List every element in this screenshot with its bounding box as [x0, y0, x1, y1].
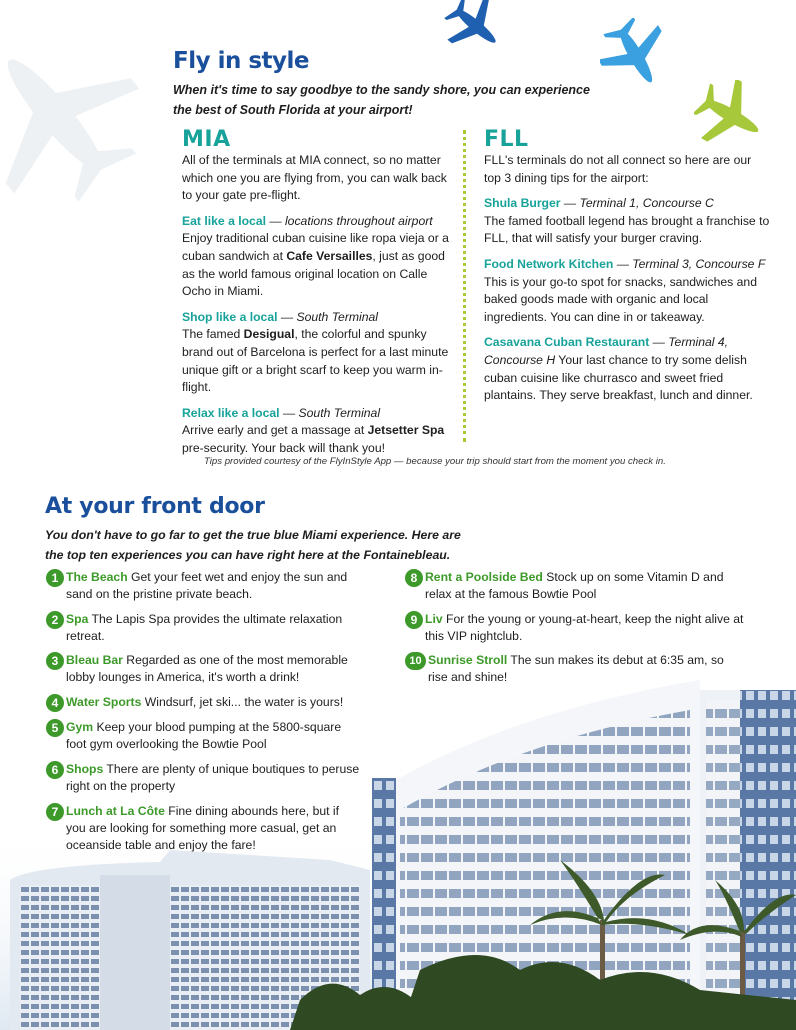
number-badge: 8 [405, 569, 423, 587]
mia-column [182, 127, 454, 466]
experience-item: 8 Rent a Poolside Bed Stock up on some Vitamin D and relax at the famous Bowtie Pool [405, 569, 745, 603]
airplane-icon-navy [436, 0, 516, 56]
fll-column [484, 127, 770, 413]
tips-credit: Tips provided courtesy of the FlyInStyle App — because your trip should start from the moment you check in. [204, 456, 666, 467]
number-badge: 7 [46, 803, 64, 821]
page-title: Fly in style [173, 48, 310, 74]
experience-item: 3 Bleau Bar Regarded as one of the most memorable lobby lounges in America, it's worth a drink! [46, 652, 362, 686]
fll-item: Shula Burger — Terminal 1, Concourse C The famed football legend has brought a franchise to FLL, that will satisfy your burger craving. [484, 196, 770, 246]
experience-item: 1 The Beach Get your feet wet and enjoy the sun and sand on the pristine private beach. [46, 569, 362, 603]
mia-item: Eat like a local — locations throughout airport Enjoy traditional cuban cuisine like ropa vieja or a cuban sandwich at Cafe Versailles, just as good as the world famous original location on Calle Ocho in Miami. [182, 213, 449, 299]
column-divider [463, 130, 466, 442]
number-badge: 3 [46, 652, 64, 670]
fll-heading: FLL [484, 127, 529, 152]
experience-item: 6 Shops There are plenty of unique boutiques to peruse right on the property [46, 761, 362, 795]
section-intro: You don't have to go far to get the true blue Miami experience. Here are the top ten experiences you can have right here at the Fontainebleau. [45, 528, 461, 562]
experience-item: 7 Lunch at La Côte Fine dining abounds here, but if you are looking for something more casual, get an oceanside table and enjoy the fare! [46, 803, 362, 854]
number-badge: 5 [46, 719, 64, 737]
number-badge: 6 [46, 761, 64, 779]
section-title: At your front door [45, 494, 265, 519]
number-badge: 9 [405, 611, 423, 629]
mia-intro: All of the terminals at MIA connect, so no matter which one you are flying from, you can walk back to your gate pre-flight. [182, 153, 447, 203]
number-badge: 2 [46, 611, 64, 629]
experience-item: 9 Liv For the young or young-at-heart, keep the night alive at this VIP nightclub. [405, 611, 745, 645]
airplane-icon-faded [0, 0, 140, 230]
mia-item: Shop like a local — South Terminal The famed Desigual, the colorful and spunky brand out of Barcelona is perfect for a last minute unique gift or a bright scarf to keep you warm in-flight. [182, 309, 449, 395]
airplane-icon-sky [600, 18, 672, 94]
fll-intro: FLL's terminals do not all connect so here are our top 3 dining tips for the airport: [484, 153, 752, 185]
mia-item: Relax like a local — South Terminal Arrive early and get a massage at Jetsetter Spa pre-security. Your back will thank you! [182, 405, 445, 455]
experience-item: 5 Gym Keep your blood pumping at the 5800-square foot gym overlooking the Bowtie Pool [46, 719, 362, 753]
mia-heading: MIA [182, 127, 231, 152]
fll-item: Casavana Cuban Restaurant — Terminal 4, Concourse H Your last chance to try some delish cuban cuisine like churrasco and sweet fried plantains. They serve breakfast, lunch and dinner. [484, 335, 753, 403]
experience-item: 10 Sunrise Stroll The sun makes its debut at 6:35 am, so rise and shine! [405, 652, 745, 686]
experience-item: 4 Water Sports Windsurf, jet ski... the water is yours! [46, 694, 362, 711]
number-badge: 1 [46, 569, 64, 587]
number-badge: 10 [405, 652, 426, 670]
fll-item: Food Network Kitchen — Terminal 3, Concourse F This is your go-to spot for snacks, sandwiches and baked goods made with organic and local ingredients. You can dine in or takeaway. [484, 256, 766, 324]
experience-item: 2 Spa The Lapis Spa provides the ultimate relaxation retreat. [46, 611, 362, 645]
number-badge: 4 [46, 694, 64, 712]
intro-text: When it's time to say goodbye to the sandy shore, you can experience the best of South Florida at your airport! [173, 83, 590, 117]
